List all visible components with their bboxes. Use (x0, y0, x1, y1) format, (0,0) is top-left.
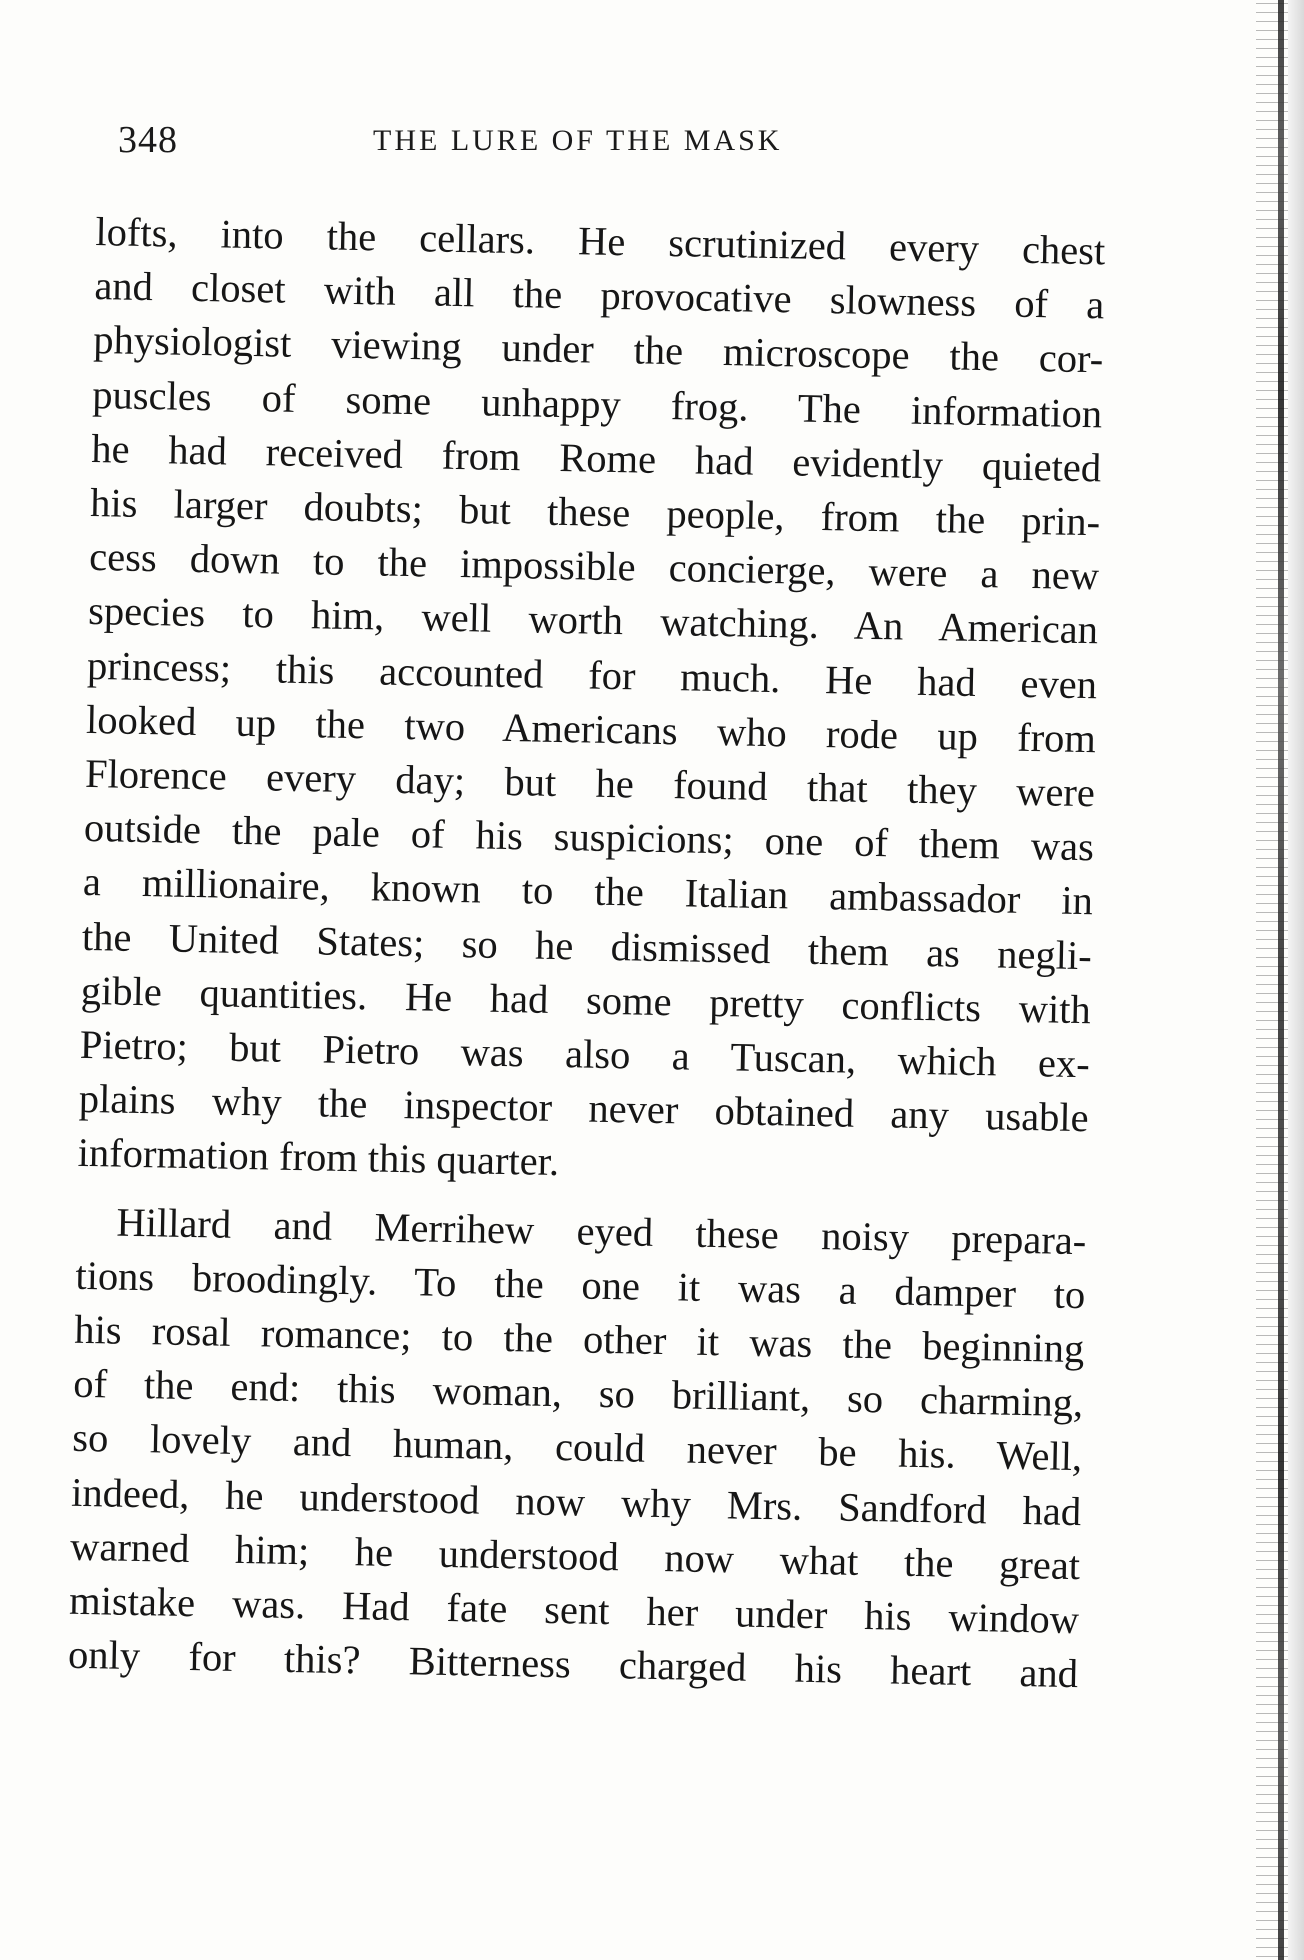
text-line: he had received from Rome had evidently quieted (90, 425, 1102, 491)
text-line: his larger doubts; but these people, from the prin- (89, 479, 1101, 545)
text-line: cess down to the impossible concierge, were a new (88, 534, 1100, 599)
text-line: tions broodingly. To the one it was a damper to (75, 1252, 1086, 1318)
text-line: and closet with all the provocative slowness of a (94, 263, 1105, 328)
text-line: looked up the two Americans who rode up from (85, 696, 1097, 762)
text-line: gible quantities. He had some pretty conflicts with (80, 967, 1092, 1033)
text-line: plains why the inspector never obtained any usable (78, 1076, 1090, 1141)
text-line: Florence every day; but he found that they were (84, 750, 1096, 816)
text-line: Pietro; but Pietro was also a Tuscan, which ex- (79, 1021, 1091, 1087)
text-line: physiologist viewing under the microscope the cor- (92, 317, 1104, 382)
text-line: mistake was. Had fate sent her under his window (68, 1577, 1080, 1643)
text-line: indeed, he understood now why Mrs. Sandford had (70, 1469, 1082, 1534)
text-line: a millionaire, known to the Italian ambassador in (82, 859, 1094, 924)
running-head (118, 118, 1118, 178)
text-line: so lovely and human, could never be his. Well, (71, 1415, 1083, 1480)
text-line: of the end: this woman, so brilliant, so charming, (72, 1361, 1084, 1426)
text-line: puscles of some unhappy frog. The information (91, 371, 1103, 436)
text-line: warned him; he understood now what the great (69, 1523, 1081, 1589)
body-text (68, 205, 1106, 1702)
text-line: lofts, into the cellars. He scrutinized every chest (95, 208, 1106, 274)
page-edge-margin (1288, 0, 1304, 1960)
binding-edge-line (1278, 0, 1284, 1960)
page-number: 348 (118, 119, 178, 161)
running-title: THE LURE OF THE MASK (373, 124, 783, 157)
text-line: his rosal romance; to the other it was the beginning (73, 1306, 1085, 1372)
text-line: species to him, well worth watching. An American (87, 588, 1099, 653)
text-line: princess; this accounted for much. He had even (86, 642, 1098, 707)
paragraph-start-line: Hillard and Merrihew eyed these noisy prepara- (116, 1199, 1087, 1263)
text-line: only for this? Bitterness charged his heart and (67, 1632, 1079, 1697)
paragraph-end-line: information from this quarter. (77, 1130, 560, 1185)
text-line: outside the pale of his suspicions; one of them was (83, 805, 1095, 870)
text-line: the United States; so he dismissed them as negli- (81, 913, 1093, 978)
